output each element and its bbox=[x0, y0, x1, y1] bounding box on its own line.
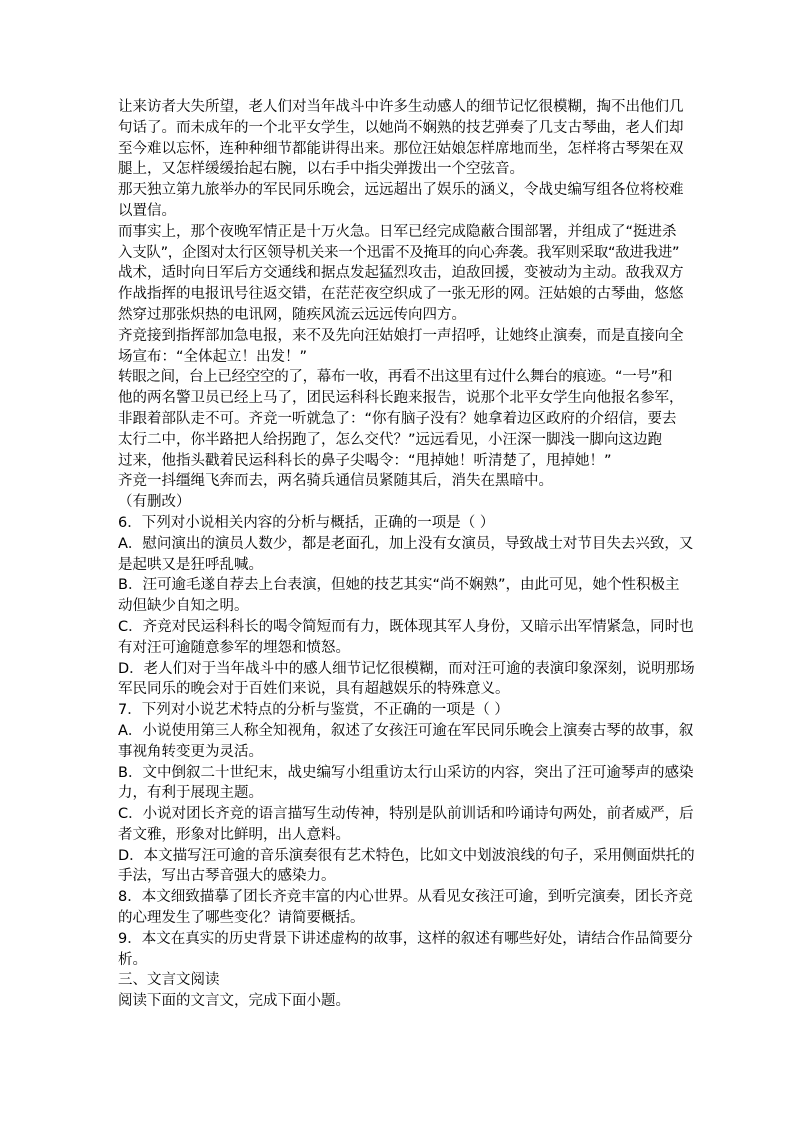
text-line: 析。 bbox=[118, 951, 147, 968]
text-line: 他的两名警卫员已经上马了，团民运科科长跑来报告，说那个北平女学生向他报名参军， bbox=[118, 390, 684, 407]
question-9-stem: 9．本文在真实的历史背景下讲述虚构的故事，这样的叙述有哪些好处，请结合作品简要分 bbox=[118, 930, 693, 947]
text-line: 军民同乐的晚会对于百姓们来说，具有超越娱乐的特殊意义。 bbox=[118, 681, 510, 698]
section-instruction: 阅读下面的文言文，完成下面小题。 bbox=[118, 993, 350, 1010]
text-line: 然穿过那张炽热的电讯网，随疾风流云远远传向四方。 bbox=[118, 306, 466, 323]
text-line: 而事实上，那个夜晚军情正是十万火急。日军已经完成隐蔽合围部署，并组成了“挺进杀 bbox=[118, 223, 677, 240]
text-line: 事视角转变更为灵活。 bbox=[118, 743, 263, 760]
text-line: 非跟着部队走不可。齐竞一听就急了：“你有脑子没有？她拿着边区政府的介绍信，要去 bbox=[118, 410, 677, 427]
question-6-option-a: A．慰问演出的演员人数少，都是老面孔，加上没有女演员，导致战士对节目失去兴致，又 bbox=[118, 535, 694, 552]
text-line: 动但缺少自知之明。 bbox=[118, 598, 249, 615]
text-line: 是起哄又是狂呼乱喊。 bbox=[118, 556, 263, 573]
question-7-option-d: D．本文描写汪可逾的音乐演奏很有艺术特色，比如文中划波浪线的句子，采用侧面烘托的 bbox=[118, 847, 695, 864]
text-line: 手法，写出古琴音强大的感染力。 bbox=[118, 868, 336, 885]
text-line: 转眼之间，台上已经空空的了，幕布一收，再看不出这里有过什么舞台的痕迹。“一号”和 bbox=[118, 369, 673, 386]
text-line: 有对汪可逾随意参军的埋怨和愤怒。 bbox=[118, 639, 350, 656]
text-line: 者文雅，形象对比鲜明，出人意料。 bbox=[118, 826, 350, 843]
text-line: 那天独立第九旅举办的军民同乐晚会，远远超出了娱乐的涵义，令战史编写组各位将校难 bbox=[118, 182, 684, 199]
text-line: 场宣布：“全体起立！出发！” bbox=[118, 348, 308, 365]
text-line: 以置信。 bbox=[118, 202, 176, 219]
section-heading: 三、文言文阅读 bbox=[118, 972, 220, 989]
question-6-option-b: B．汪可逾毛遂自荐去上台表演，但她的技艺其实“尚不娴熟”，由此可见，她个性积极主 bbox=[118, 577, 680, 594]
text-line: 齐竞接到指挥部加急电报，来不及先向汪姑娘打一声招呼，让她终止演奏，而是直接向全 bbox=[118, 327, 684, 344]
question-8-stem: 8．本文细致描摹了团长齐竞丰富的内心世界。从看见女孩汪可逾，到听完演奏，团长齐竞 bbox=[118, 889, 693, 906]
document-page bbox=[118, 97, 695, 1012]
question-6-stem: 6．下列对小说相关内容的分析与概括，正确的一项是（ ） bbox=[118, 514, 495, 531]
text-line: 入支队”，企图对太行区领导机关来一个迅雷不及掩耳的向心奔袭。我军则采取“敌进我进” bbox=[118, 244, 680, 261]
question-6-option-c: C．齐竞对民运科科长的喝令简短而有力，既体现其军人身份，又暗示出军情紧急，同时也 bbox=[118, 618, 694, 635]
text-line: 作战指挥的电报讯号往返交错，在茫茫夜空织成了一张无形的网。汪姑娘的古琴曲，悠悠 bbox=[118, 286, 684, 303]
question-7-option-c: C．小说对团长齐竞的语言描写生动传神，特别是队前训话和吟诵诗句两处，前者威严，后 bbox=[118, 806, 694, 823]
question-6-option-d: D．老人们对于当年战斗中的感人细节记忆很模糊，而对汪可逾的表演印象深刻，说明那场 bbox=[118, 660, 695, 677]
text-line: 过来，他指头戳着民运科科长的鼻子尖喝令：“甩掉她！听清楚了，甩掉她！” bbox=[118, 452, 612, 469]
text-line: 至今难以忘怀，连种种细节都能讲得出来。那位汪姑娘怎样席地而坐，怎样将古琴架在双 bbox=[118, 140, 684, 157]
question-7-stem: 7．下列对小说艺术特点的分析与鉴赏，不正确的一项是（ ） bbox=[118, 702, 509, 719]
text-line: （有删改） bbox=[118, 494, 191, 511]
text-line: 齐竞一抖缰绳飞奔而去，两名骑兵通信员紧随其后，消失在黑暗中。 bbox=[118, 473, 553, 490]
text-line: 让来访者大失所望，老人们对当年战斗中许多生动感人的细节记忆很模糊，掏不出他们几 bbox=[118, 99, 684, 115]
text-line: 战术，适时向日军后方交通线和据点发起猛烈攻击，迫敌回援，变被动为主动。敌我双方 bbox=[118, 265, 684, 282]
text-line: 的心理发生了哪些变化？请简要概括。 bbox=[118, 910, 365, 927]
text-line: 太行二中，你半路把人给拐跑了，怎么交代？”远远看见，小汪深一脚浅一脚向这边跑 bbox=[118, 431, 663, 448]
question-7-option-b: B．文中倒叙二十世纪末，战史编写小组重访太行山采访的内容，突出了汪可逾琴声的感染 bbox=[118, 764, 694, 781]
question-7-option-a: A．小说使用第三人称全知视角，叙述了女孩汪可逾在军民同乐晚会上演奏古琴的故事，叙 bbox=[118, 722, 694, 739]
text-line: 腿上，又怎样缓缓抬起右腕，以右手中指尖弹拨出一个空弦音。 bbox=[118, 161, 524, 178]
text-line: 句话了。而未成年的一个北平女学生，以她尚不娴熟的技艺弹奏了几支古琴曲，老人们却 bbox=[118, 119, 684, 136]
text-line: 力，有利于展现主题。 bbox=[118, 785, 263, 802]
